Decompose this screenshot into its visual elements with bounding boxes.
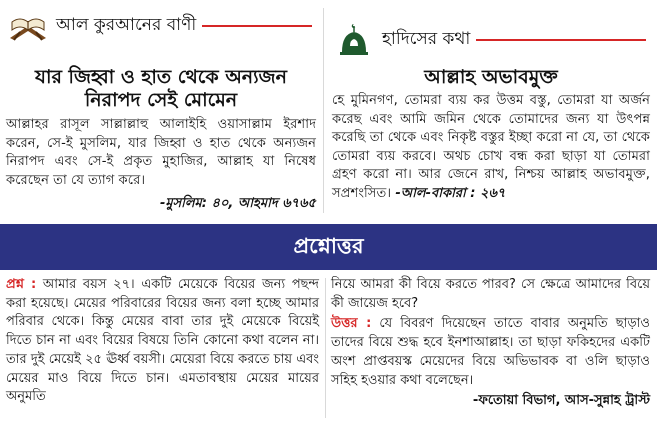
quran-body	[6, 116, 316, 190]
question-continuation: নিয়ে আমরা কী বিয়ে করতে পারব? সে ক্ষেত্রে আমাদের বিয়ে কী জায়েজ হবে?	[331, 277, 650, 311]
quran-reference: -মুসলিম: ৪০, আহমাদ ৬৭৬৫	[159, 196, 316, 211]
quran-headline-line-1: যার জিহ্বা ও হাত থেকে অন্যজন	[35, 66, 287, 88]
qa-banner	[0, 224, 657, 270]
quran-title-rule	[202, 25, 312, 27]
quran-body-text: আল্লাহর রাসূল সাল্লাল্লাহু আলাইহি ওয়াসাল্লাম ইরশাদ করেন, সে-ই মুসলিম, যার জিহ্বা ও হাত থেকে অন্যজন নিরাপদ এবং সে-ই প্রকৃত মুহাজির, আল্লাহ যা নিষেধ করেছেন তা যে ত্যাগ করে।	[6, 117, 316, 188]
answer-block	[331, 276, 650, 411]
hadith-section	[332, 0, 650, 203]
answer-text: যে বিবরণ দিয়েছেন তাতে বাবার অনুমতি ছাড়াও তাদের বিয়ে শুদ্ধ হবে ইনশাআল্লাহ। তা ছাড়া ফকিহদের একটি অংশ প্রাপ্তবয়স্ক মেয়েদের বিয়ে অভিভাবক বা ওলি ছাড়াও সহিহ হওয়ার কথা বলেছেন।	[331, 316, 650, 388]
answer-signature: -ফতোয়া বিভাগ, আস-সুন্নাহ ট্রাস্ট	[472, 393, 650, 409]
quran-section-title: আল কুরআনের বাণী	[56, 15, 197, 35]
qa-column-divider	[325, 278, 326, 418]
question-text: আমার বয়স ২৭। একটি মেয়েকে বিয়ের জন্য পছন্দ করা হয়েছে। মেয়ের পরিবারের বিয়ের জন্য বলা হচ্ছে আমার পরিবার থেকে। কিন্তু মেয়ের বাবা তার দুই মেয়েকে বিয়েই দিতে চান না এবং বিয়ের বিষয়ে তিনি কোনো কথা বলেন না। তার দুই মেয়েই ২৫ ঊর্ধ্ব বয়সী। মেয়েরা বিয়ে করতে চায় এবং মেয়ের মাও বিয়ে দিতে চান। এমতাবস্থায় মেয়ের মায়ের অনুমতি	[6, 277, 319, 405]
hadith-headline: আল্লাহ অভাবমুক্ত	[424, 66, 558, 88]
quran-section-header	[6, 6, 316, 46]
hadith-section-title: হাদিসের কথা	[382, 29, 471, 49]
quran-headline-line-2: নিরাপদ সেই মোমেন	[84, 89, 238, 111]
quran-headline	[6, 66, 316, 112]
answer-label: উত্তর :	[331, 316, 372, 332]
hadith-reference: -আল-বাকারা : ২৬৭	[395, 185, 506, 201]
qa-banner-title: প্রশ্নোত্তর	[293, 233, 364, 258]
hadith-body	[332, 92, 650, 203]
column-divider	[323, 8, 324, 213]
question-label: প্রশ্ন :	[6, 277, 37, 292]
hadith-body-text: হে মুমিনগণ, তোমরা ব্যয় কর উত্তম বস্তু, তোমরা যা অর্জন করেছ এবং আমি জমিন থেকে তোমাদের জন্য যা উৎপন্ন করেছি তা থেকে এবং নিকৃষ্ট বস্তুর ইচ্ছা করো না যে, তা থেকে তোমরা ব্যয় করবে। অথচ চোখ বন্ধ করা ছাড়া যা তোমরা গ্রহণ করো না। আর জেনে রাখ, নিশ্চয় আল্লাহ অভাবমুক্ত, সপ্রশংসিত।	[332, 93, 650, 201]
question-block	[6, 276, 319, 407]
mosque-dome-icon	[332, 22, 376, 58]
hadith-section-header	[332, 20, 650, 60]
quran-section	[6, 0, 316, 215]
hadith-title-rule	[476, 39, 646, 41]
answer-paragraph	[331, 315, 650, 390]
quran-stand-icon	[6, 8, 50, 44]
